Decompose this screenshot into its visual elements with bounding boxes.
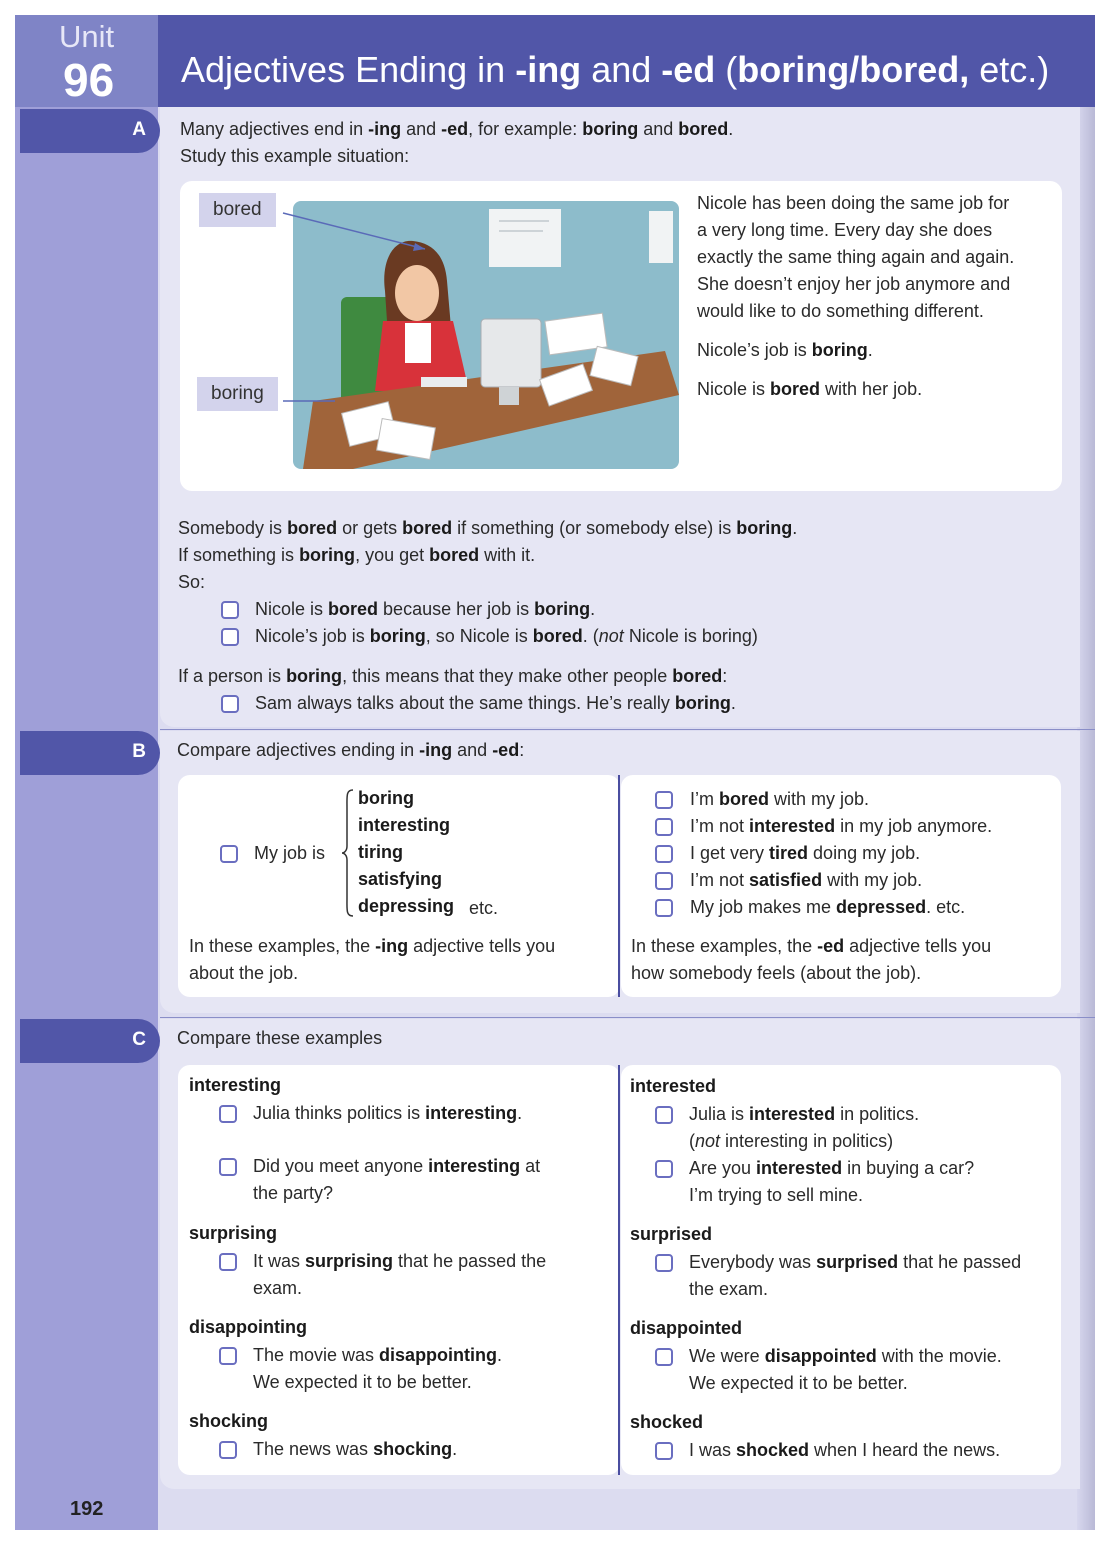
section-b-tab: B xyxy=(20,731,160,775)
section-b-intro: Compare adjectives ending in -ing and -ed: xyxy=(177,740,525,760)
my-job-is: My job is xyxy=(254,843,326,863)
section-c-intro: Compare these examples xyxy=(177,1028,383,1048)
right-example-2: I’m not interested in my job anymore. xyxy=(690,816,993,836)
label-boring: boring xyxy=(197,377,278,411)
section-a-intro: Many adjectives end in -ing and -ed, for example: boring and bored. xyxy=(180,119,734,139)
column-divider xyxy=(618,775,620,997)
left-note-2: about the job. xyxy=(189,963,299,983)
example-bullet xyxy=(221,628,239,646)
c-left-4b: We expected it to be better. xyxy=(253,1372,472,1392)
adj-boring: boring xyxy=(358,788,414,808)
heading-shocking: shocking xyxy=(189,1411,269,1431)
story-line-1: Nicole has been doing the same job for xyxy=(697,193,1010,213)
section-divider xyxy=(160,1017,1095,1018)
story-line-2: a very long time. Every day she does xyxy=(697,220,993,240)
unit-label: Unit xyxy=(59,19,115,54)
example-1: Nicole is bored because her job is boring. xyxy=(255,599,596,619)
story-job-boring: Nicole’s job is boring. xyxy=(697,340,873,360)
example-bullet xyxy=(655,1106,673,1124)
section-c-tab: C xyxy=(20,1019,160,1063)
heading-disappointing: disappointing xyxy=(189,1317,307,1337)
story-nicole-bored: Nicole is bored with her job. xyxy=(697,379,923,399)
c-right-1b: (not interesting in politics) xyxy=(689,1131,894,1151)
heading-surprising: surprising xyxy=(189,1223,278,1243)
example-bullet xyxy=(655,899,673,917)
heading-interested: interested xyxy=(630,1076,717,1096)
rule-3: If a person is boring, this means that they make other people bored: xyxy=(178,666,728,686)
example-bullet xyxy=(655,1254,673,1272)
section-divider xyxy=(160,729,1095,730)
c-left-2b: the party? xyxy=(253,1183,334,1203)
unit-header xyxy=(15,15,1095,107)
adj-satisfying: satisfying xyxy=(358,869,443,889)
page-title: Adjectives Ending in -ing and -ed (boring/bored, etc.) xyxy=(181,49,1050,90)
c-left-5: The news was shocking. xyxy=(253,1439,458,1459)
c-left-3b: exam. xyxy=(253,1278,303,1298)
rule-so: So: xyxy=(178,572,206,592)
c-left-2: Did you meet anyone interesting at xyxy=(253,1156,541,1176)
example-bullet xyxy=(219,1347,237,1365)
example-bullet xyxy=(655,818,673,836)
c-right-3: Everybody was surprised that he passed xyxy=(689,1252,1022,1272)
brace xyxy=(341,788,355,918)
right-example-1: I’m bored with my job. xyxy=(690,789,870,809)
c-right-1: Julia is interested in politics. xyxy=(689,1104,920,1124)
right-note: In these examples, the -ed adjective tells you xyxy=(631,936,992,956)
example-2: Nicole’s job is boring, so Nicole is bored. (not Nicole is boring) xyxy=(255,626,758,646)
c-left-1: Julia thinks politics is interesting. xyxy=(253,1103,523,1123)
c-right-4b: We expected it to be better. xyxy=(689,1373,908,1393)
label-bored: bored xyxy=(199,193,276,227)
adj-tiring: tiring xyxy=(358,842,403,862)
section-a-tab: A xyxy=(20,109,160,153)
textbook-page xyxy=(15,15,1095,1530)
right-example-5: My job makes me depressed. etc. xyxy=(690,897,966,917)
right-example-3: I get very tired doing my job. xyxy=(690,843,921,863)
label-arrows xyxy=(275,195,445,425)
unit-box xyxy=(15,15,158,107)
story-line-5: would like to do something different. xyxy=(697,301,984,321)
column-divider xyxy=(618,1065,620,1475)
example-bullet xyxy=(655,1160,673,1178)
example-3: Sam always talks about the same things. He’s really boring. xyxy=(255,693,736,713)
page-number: 192 xyxy=(70,1498,104,1520)
example-bullet xyxy=(221,695,239,713)
example-bullet xyxy=(655,872,673,890)
example-bullet xyxy=(655,1442,673,1460)
unit-number: 96 xyxy=(63,54,115,106)
heading-disappointed: disappointed xyxy=(630,1318,742,1338)
example-bullet xyxy=(655,845,673,863)
right-note-2: how somebody feels (about the job). xyxy=(631,963,922,983)
example-bullet xyxy=(219,1441,237,1459)
heading-surprised: surprised xyxy=(630,1224,713,1244)
example-bullet xyxy=(219,1253,237,1271)
story-line-3: exactly the same thing again and again. xyxy=(697,247,1015,267)
adj-depressing: depressing xyxy=(358,896,455,916)
example-bullet xyxy=(219,1158,237,1176)
adj-interesting: interesting xyxy=(358,815,451,835)
c-right-2: Are you interested in buying a car? xyxy=(689,1158,975,1178)
example-bullet xyxy=(220,845,238,863)
story-line-4: She doesn’t enjoy her job anymore and xyxy=(697,274,1011,294)
c-right-2b: I’m trying to sell mine. xyxy=(689,1185,864,1205)
section-a-study: Study this example situation: xyxy=(180,146,410,166)
rule-2: If something is boring, you get bored with it. xyxy=(178,545,536,565)
example-bullet xyxy=(221,601,239,619)
example-bullet xyxy=(219,1105,237,1123)
example-bullet xyxy=(655,791,673,809)
c-right-4: We were disappointed with the movie. xyxy=(689,1346,1002,1366)
heading-shocked: shocked xyxy=(630,1412,704,1432)
c-left-3: It was surprising that he passed the xyxy=(253,1251,547,1271)
rule-1: Somebody is bored or gets bored if something (or somebody else) is boring. xyxy=(178,518,798,538)
right-example-4: I’m not satisfied with my job. xyxy=(690,870,923,890)
c-right-3b: the exam. xyxy=(689,1279,769,1299)
c-right-5: I was shocked when I heard the news. xyxy=(689,1440,1001,1460)
heading-interesting: interesting xyxy=(189,1075,282,1095)
example-bullet xyxy=(655,1348,673,1366)
adj-etc: etc. xyxy=(469,898,499,918)
c-left-4: The movie was disappointing. xyxy=(253,1345,503,1365)
left-note: In these examples, the -ing adjective tells you xyxy=(189,936,556,956)
